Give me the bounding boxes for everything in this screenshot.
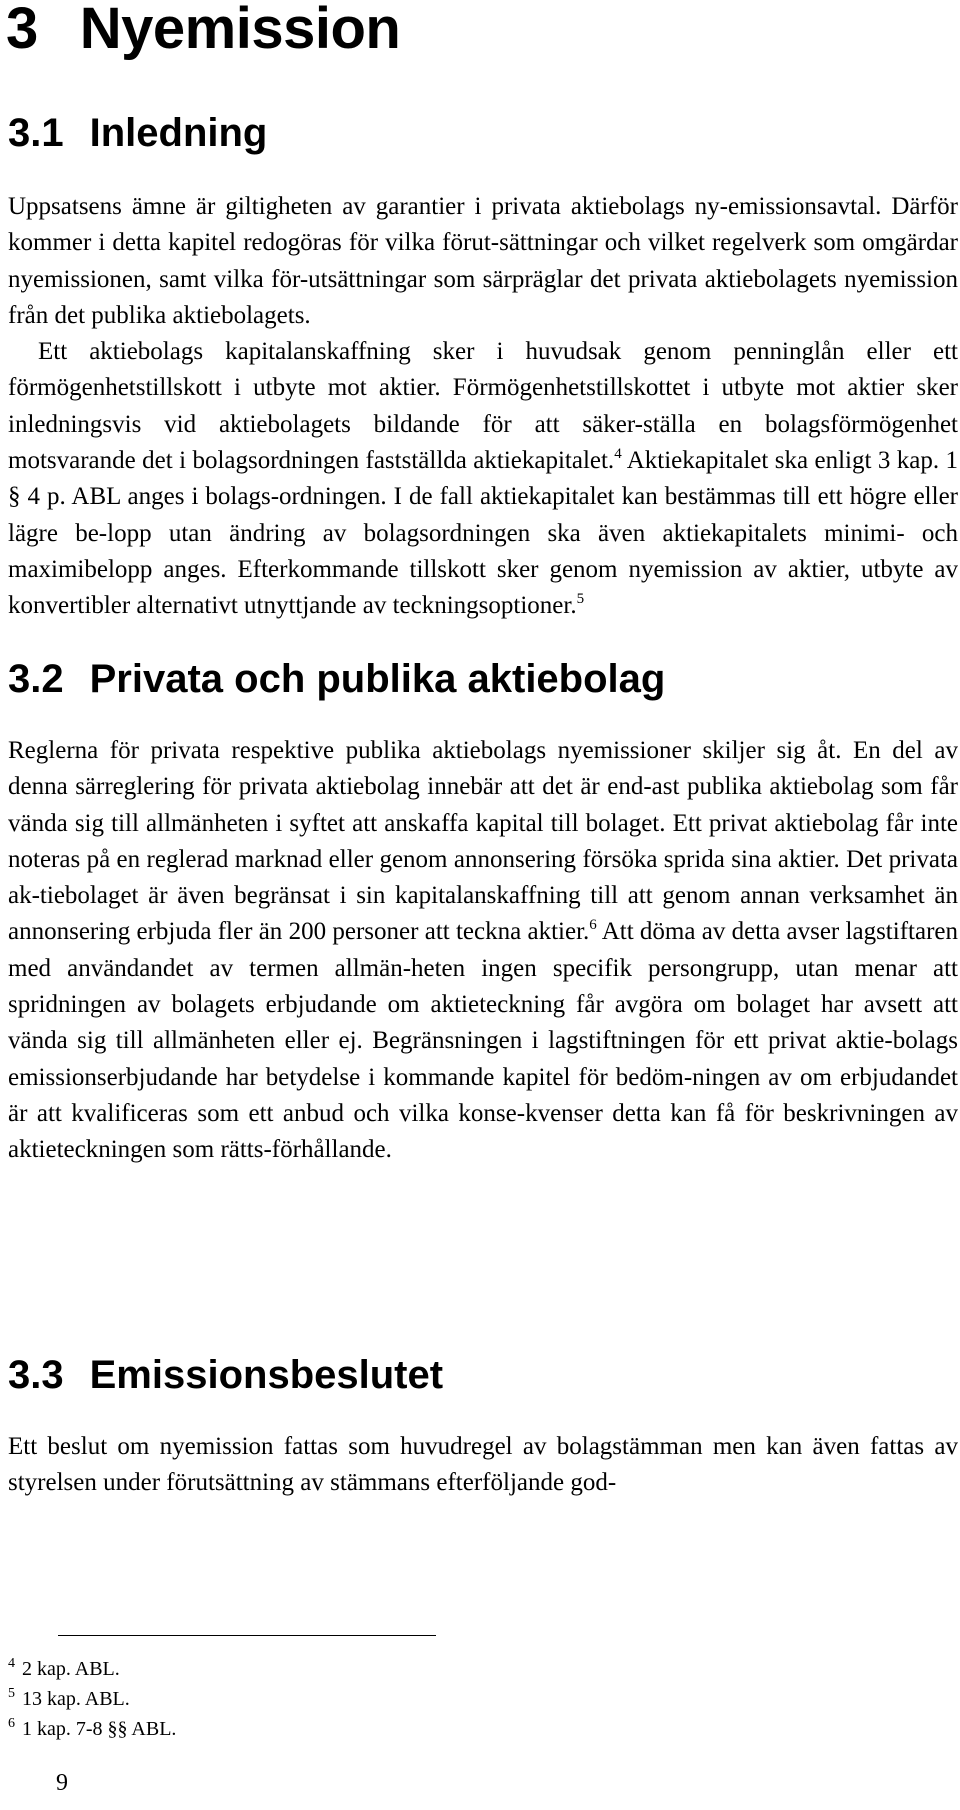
footnotes xyxy=(8,1654,176,1744)
section-3-1-body xyxy=(8,189,958,625)
section-heading-3-3 xyxy=(8,1352,443,1398)
footnote-item xyxy=(8,1684,176,1714)
paragraph xyxy=(8,1429,958,1502)
page-number: 9 xyxy=(56,1770,68,1796)
chapter-title-text: Nyemission xyxy=(79,0,401,61)
footnote-mark: 4 xyxy=(8,1656,15,1671)
paragraph-text: Ett beslut om nyemission fattas som huvudregel av bolagstämman men kan även fattas av styrelsen under förutsättning av stämmans efterföljande god- xyxy=(8,1433,958,1497)
section-title-text: Privata och publika aktiebolag xyxy=(89,657,666,701)
footnote-ref[interactable]: 5 xyxy=(576,591,585,608)
paragraph-text: Uppsatsens ämne är giltigheten av garantier i privata aktiebolags ny-emissionsavtal. Därför kommer i detta kapitel redogöras för vilka förut-sättningar och vilket regelverk som omgärdar nyemissionen, samt vilka för-utsättningar som särpräglar det privata aktiebolagets nyemission från det publika aktiebolagets. xyxy=(8,193,958,329)
section-3-2-body xyxy=(8,733,958,1169)
chapter-number: 3 xyxy=(6,0,38,61)
footnote-ref[interactable]: 4 xyxy=(614,446,622,463)
paragraph-text: Aktiekapitalet ska enligt 3 kap. 1 § 4 p. ABL anges i bolags-ordningen. I de fall aktiekapitalet kan bestämmas till ett högre eller lägre be-lopp utan ändring av bolagsordningen ska även aktiekapitalets minimi- och maximibelopp anges. Efterkommande tillskott sker genom nyemission av aktier, utbyte av konvertibler alternativt utnyttjande av teckningsoptioner. xyxy=(8,447,958,620)
footnote-mark: 5 xyxy=(8,1686,15,1701)
section-heading-3-1 xyxy=(8,110,267,156)
footnote-item xyxy=(8,1714,176,1744)
section-number: 3.3 xyxy=(8,1353,64,1397)
footnote-mark: 6 xyxy=(8,1716,15,1731)
footnote-ref[interactable]: 6 xyxy=(589,917,597,934)
section-title-text: Emissionsbeslutet xyxy=(89,1353,444,1397)
footnote-item xyxy=(8,1654,176,1684)
footnote-text: 2 kap. ABL. xyxy=(22,1658,120,1680)
paragraph-text: Att döma av detta avser lagstiftaren med användandet av termen allmän-heten ingen specifik persongrupp, utan menar att spridningen av bolagets erbjudande om aktieteckning får avgöra om bolaget har avsett att vända sig till allmänheten eller ej. Begränsningen i lagstiftningen för ett privat aktie-bolags emissionserbjudande har betydelse i kommande kapitel för bedöm-ningen av om erbjudandet är att kvalificeras som ett anbud och vilka konse-kvenser detta kan få för beskrivningen av aktieteckningen som rätts-förhållande. xyxy=(8,918,958,1164)
section-number: 3.2 xyxy=(8,657,64,701)
paragraph xyxy=(8,733,958,1169)
footnote-separator xyxy=(58,1635,436,1636)
footnote-text: 1 kap. 7-8 §§ ABL. xyxy=(22,1718,177,1740)
paragraph-text: Reglerna för privata respektive publika aktiebolags nyemissioner skiljer sig åt. En del av denna särreglering för privata aktiebolag innebär att det är end-ast publika aktiebolag som får vända sig till allmänheten i syftet att anskaffa kapital till bolaget. Ett privat aktiebolag får inte noteras på en reglerad marknad eller genom annonsering försöka sprida sina aktier. Det privata ak-tiebolaget är även begränsat i sin kapitalanskaffning till att genom annan verksamhet än annonsering erbjuda fler än 200 personer att teckna aktier. xyxy=(8,737,958,946)
paragraph xyxy=(8,189,958,334)
section-number: 3.1 xyxy=(8,111,64,155)
paragraph xyxy=(8,334,958,624)
chapter-title xyxy=(6,0,401,61)
section-title-text: Inledning xyxy=(89,111,268,155)
footnote-text: 13 kap. ABL. xyxy=(22,1688,130,1710)
paragraph-text: Ett aktiebolags kapitalanskaffning sker i huvudsak genom penninglån eller ett förmögenhetstillskott i utbyte mot aktier. Förmögenhetstillskottet i utbyte mot aktier sker inledningsvis vid aktiebolagets bildande för att säker-ställa en bolagsförmögenhet motsvarande det i bolagsordningen fastställda aktiekapitalet. xyxy=(8,338,958,475)
section-heading-3-2 xyxy=(8,656,665,702)
section-3-3-body xyxy=(8,1429,958,1502)
